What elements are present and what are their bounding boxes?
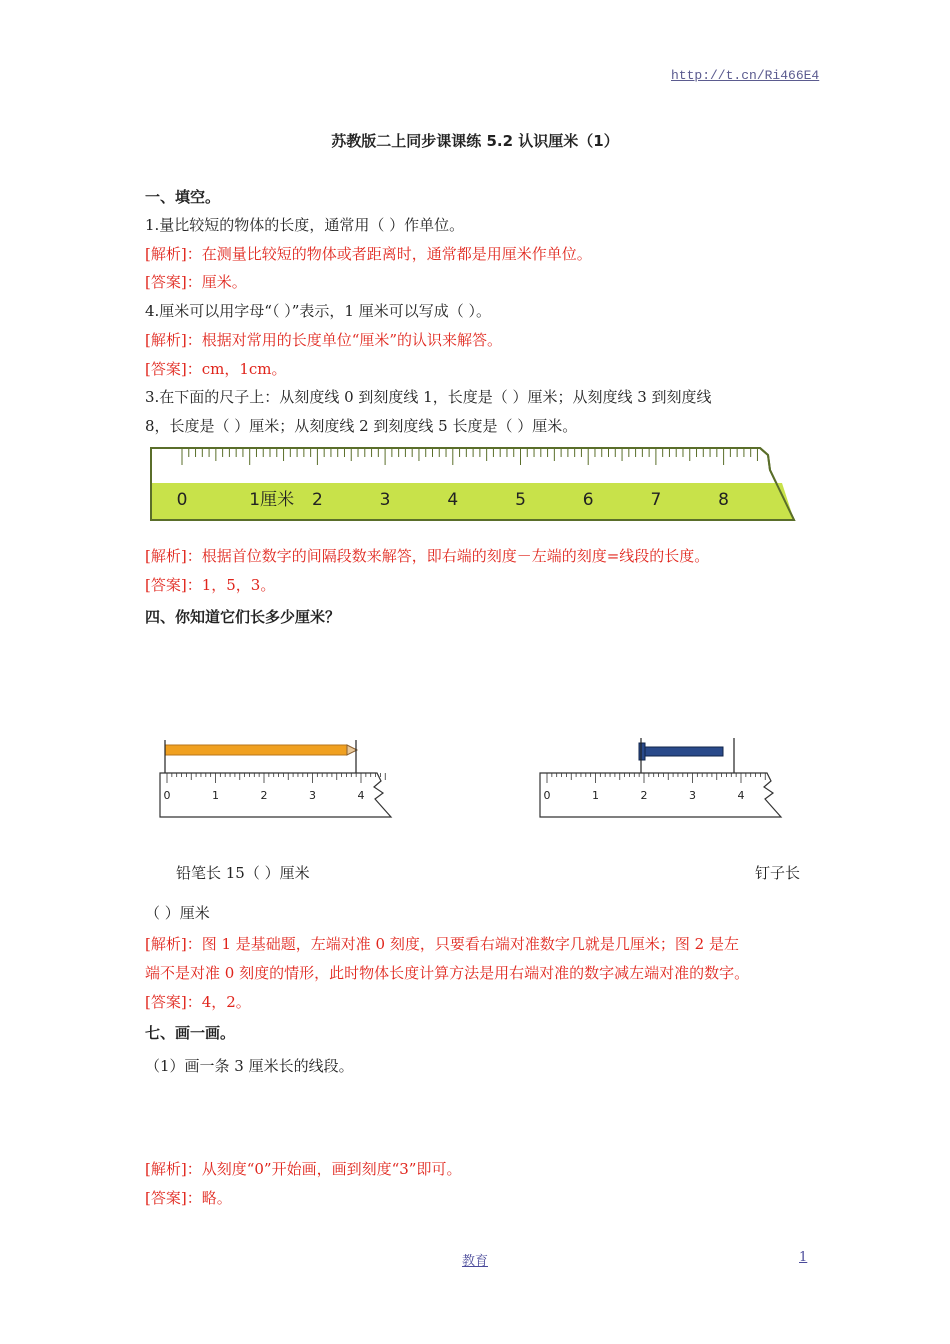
page-number: 1 — [799, 1250, 808, 1265]
ruler-number: 8 — [718, 490, 730, 510]
small-ruler-number: 2 — [260, 789, 268, 802]
section4-analysis-line2: 端不是对准 0 刻度的情形，此时物体长度计算方法是用右端对准的数字减左端对准的数字。 — [145, 964, 750, 982]
section7-analysis: [解析]：从刻度“0”开始画，画到刻度“3”即可。 — [145, 1160, 462, 1178]
header-url[interactable]: http://t.cn/Ri466E4 — [671, 68, 820, 83]
small-ruler-number: 4 — [357, 789, 365, 802]
question-4: 4.厘米可以用字母“（ ）”表示，1 厘米可以写成（ ）。 — [145, 302, 491, 320]
question-3-line2: 8，长度是（ ）厘米；从刻度线 2 到刻度线 5 长度是（ ）厘米。 — [145, 417, 578, 435]
ruler-number: 0 — [176, 490, 188, 510]
ruler-number: 5 — [515, 490, 526, 510]
section1-heading: 一、填空。 — [145, 188, 221, 206]
small-ruler-number: 2 — [640, 789, 648, 802]
ruler-number: 6 — [582, 490, 594, 510]
small-ruler-number: 3 — [309, 789, 316, 802]
question-1-answer: [答案]：厘米。 — [145, 273, 247, 291]
question-1: 1.量比较短的物体的长度，通常用（ ）作单位。 — [145, 216, 465, 234]
nail-caption-continued: （ ）厘米 — [145, 904, 210, 922]
ruler-number: 4 — [447, 490, 459, 510]
section7-question-1: （1）画一条 3 厘米长的线段。 — [145, 1057, 354, 1075]
question-3-analysis: [解析]：根据首位数字的间隔段数来解答，即右端的刻度－左端的刻度=线段的长度。 — [145, 547, 710, 565]
section7-answer: [答案]：略。 — [145, 1189, 232, 1207]
page-title: 苏教版二上同步课课练 5.2 认识厘米（1） — [331, 132, 619, 150]
small-ruler-number: 1 — [592, 789, 599, 802]
section4-answer: [答案]：4，2。 — [145, 993, 251, 1011]
ruler-number: 3 — [379, 490, 391, 510]
nail-ruler-figure — [535, 735, 785, 825]
pencil-caption: 铅笔长 15（ ）厘米 — [176, 864, 310, 882]
section4-analysis-line1: [解析]：图 1 是基础题，左端对准 0 刻度，只要看右端对准数字几就是几厘米；图 2 是左 — [145, 935, 739, 953]
small-ruler-body — [160, 773, 391, 817]
question-4-answer: [答案]：cm，1cm。 — [145, 360, 287, 378]
ruler-number: 2 — [311, 490, 323, 510]
nail-shape — [643, 747, 723, 756]
pencil-shape — [165, 745, 347, 755]
question-4-analysis: [解析]：根据对常用的长度单位“厘米”的认识来解答。 — [145, 331, 503, 349]
ruler-number: 1厘米 — [249, 490, 295, 510]
question-1-analysis: [解析]：在测量比较短的物体或者距离时，通常都是用厘米作单位。 — [145, 245, 592, 263]
small-ruler-number: 4 — [737, 789, 745, 802]
nail-head — [639, 743, 645, 760]
pencil-ruler-figure — [155, 735, 405, 825]
section4-heading: 四、你知道它们长多少厘米？ — [145, 608, 341, 626]
section7-heading: 七、画一画。 — [145, 1024, 236, 1042]
ruler-number: 7 — [650, 490, 662, 510]
footer-label[interactable]: 教育 — [461, 1254, 488, 1269]
small-ruler-number: 0 — [543, 789, 551, 802]
ruler-figure — [148, 445, 798, 525]
question-3-answer: [答案]：1，5，3。 — [145, 576, 276, 594]
small-ruler-number: 1 — [212, 789, 219, 802]
small-ruler-number: 3 — [689, 789, 696, 802]
nail-caption: 钉子长 — [755, 864, 801, 882]
small-ruler-number: 0 — [163, 789, 171, 802]
question-3-line1: 3.在下面的尺子上：从刻度线 0 到刻度线 1，长度是（ ）厘米；从刻度线 3 到刻度线 — [145, 388, 712, 406]
ruler-label-band — [151, 483, 794, 520]
small-ruler-body — [540, 773, 781, 817]
